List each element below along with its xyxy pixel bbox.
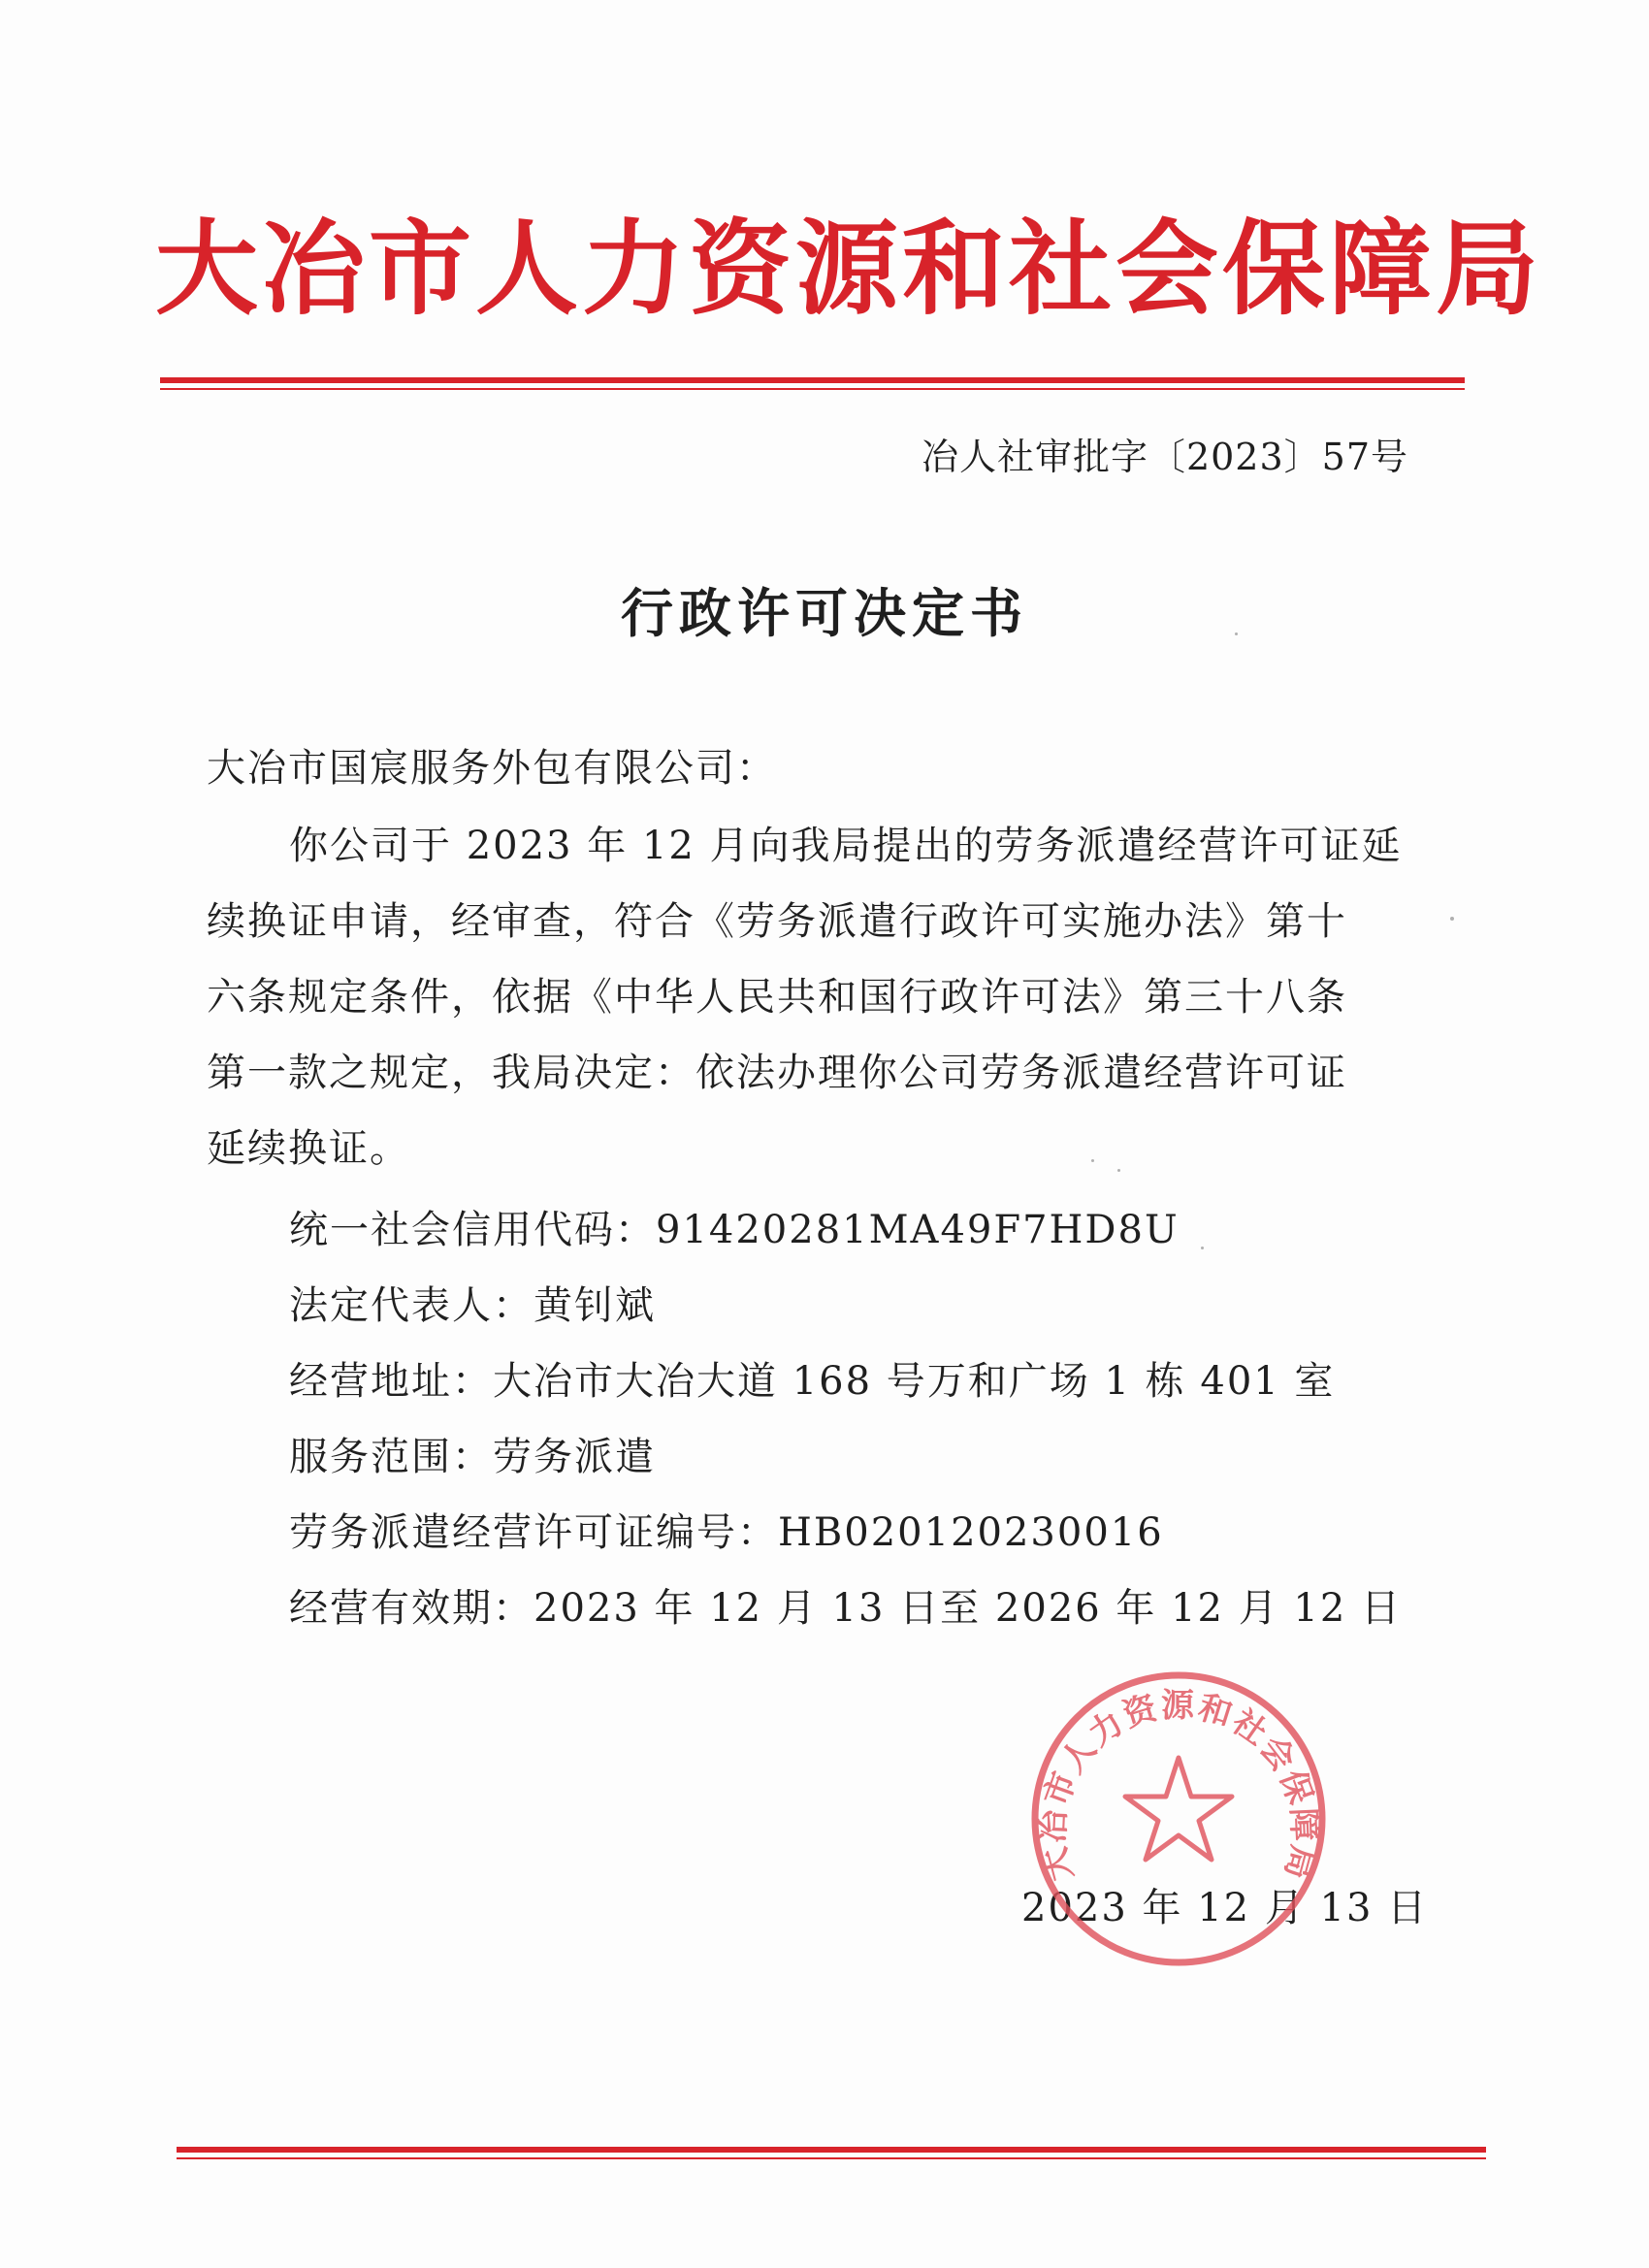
field-value: 黄钊斌 [534,1283,656,1328]
official-seal-icon [1028,1669,1329,1969]
authority-header: 大冶市人力资源和社会保障局 [155,210,1542,329]
issue-date: 2023 年 12 月 13 日 [1021,1886,1429,1930]
body-line: 六条规定条件，依据《中华人民共和国行政许可法》第三十八条 [207,975,1347,1020]
document-number: 冶人社审批字〔2023〕57号 [921,436,1408,478]
field-label: 法定代表人： [289,1283,534,1328]
field-label: 服务范围： [289,1435,493,1479]
field-value: 2023 年 12 月 13 日至 2026 年 12 月 12 日 [534,1586,1403,1631]
scan-speck [1117,1169,1120,1172]
scan-speck [1235,632,1238,635]
service-scope-field [289,1426,656,1481]
scan-speck [1450,917,1454,921]
field-label: 经营有效期： [289,1586,534,1631]
field-value: 劳务派遣 [493,1435,656,1479]
field-label: 劳务派遣经营许可证编号： [289,1510,778,1555]
legal-representative-field [289,1275,656,1330]
credit-code-field [289,1199,1180,1254]
footer-red-rule-thick [177,2147,1486,2153]
validity-period-field [289,1577,1402,1633]
field-value: 大冶市大冶大道 168 号万和广场 1 栋 401 室 [493,1359,1336,1404]
field-value: HB020120230016 [778,1510,1164,1555]
body-line: 第一款之规定，我局决定：依法办理你公司劳务派遣经营许可证 [207,1051,1347,1095]
field-label: 经营地址： [289,1359,493,1404]
business-address-field [289,1350,1335,1406]
scan-speck [1091,1159,1094,1162]
body-line: 你公司于 2023 年 12 月向我局提出的劳务派遣经营许可证延 [289,824,1403,868]
license-number-field [289,1502,1164,1557]
header-red-rule-thick [160,377,1465,383]
seal-text: 大冶市人力资源和社会保障局 [1033,1686,1324,1886]
scan-speck [1201,1247,1204,1249]
body-line: 续换证申请，经审查，符合《劳务派遣行政许可实施办法》第十 [207,899,1347,944]
body-line: 延续换证。 [207,1126,410,1171]
field-value: 91420281MA49F7HD8U [656,1208,1180,1252]
footer-red-rule-thin [177,2157,1486,2159]
document-title: 行政许可决定书 [621,582,1028,644]
addressee: 大冶市国宸服务外包有限公司： [207,746,777,791]
field-label: 统一社会信用代码： [289,1208,656,1252]
header-red-rule-thin [160,388,1465,390]
